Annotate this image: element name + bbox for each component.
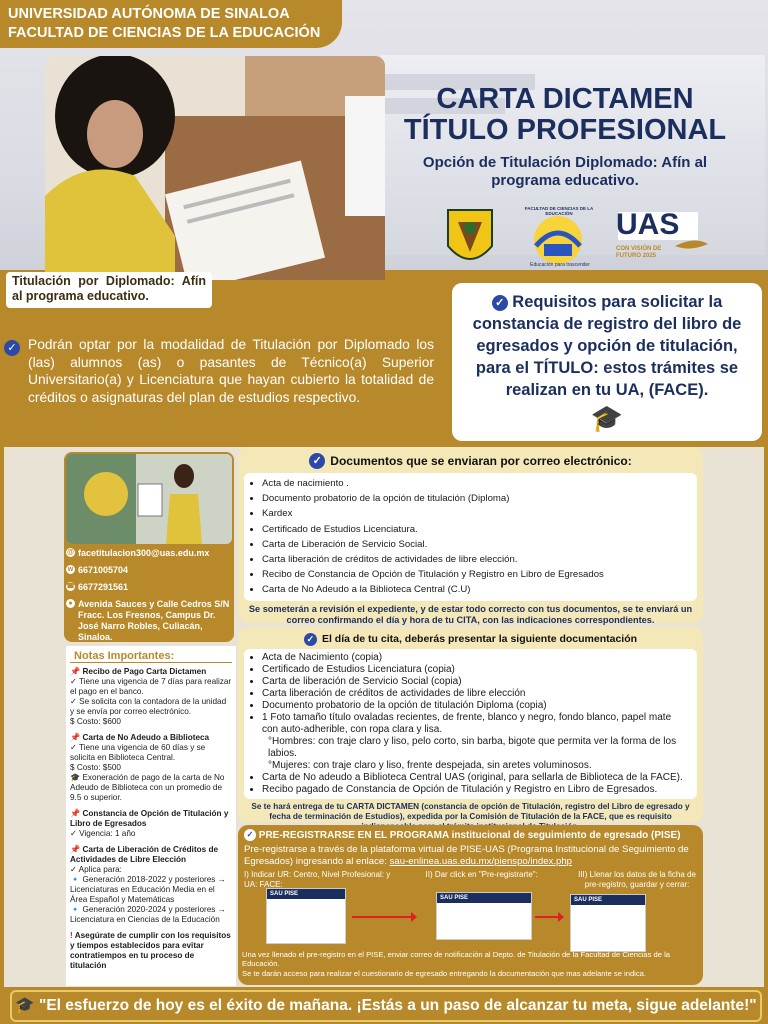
contact-email-row[interactable] [66, 548, 232, 559]
list-item: • Carta liberación de créditos de actividades de libre elección. [262, 552, 689, 567]
photo-requirement-men: °Hombres: con traje claro y liso, pelo corto, sin barba, bigote que permita ver la forma de los labios. [268, 736, 677, 759]
uas-shield-logo [448, 210, 492, 259]
pise-heading [244, 829, 697, 842]
intro-text: Podrán optar por la modalidad de Titulación por Diplomado los (las) alumnos (as) o pasantes de Técnico(a) Superior Universitario(a) y Licenciatura que hayan cubierto la totalidad de créditos o asignaturas del plan de estudios respectivo. [28, 337, 434, 405]
contact-address: Avenida Sauces y Calle Cedros S/N Fracc. Los Fresnos, Campus Dr. José Narro Robles, Culiacán, Sinaloa. [78, 599, 230, 642]
title-subtitle: Opción de Titulación Diplomado: Afín al programa educativo. [422, 154, 708, 189]
pise-screenshot-step-3 [570, 894, 646, 952]
hero-photo [45, 56, 385, 302]
note-liberacion-title: Carta de Liberación de Créditos de Actividades de Libre Elección [70, 845, 219, 864]
list-item: • Recibo pagado de Constancia de Opción de Titulación y Registro en Libro de Egresados. [262, 784, 689, 796]
email-icon: @ [67, 549, 74, 556]
email-documents-heading [244, 451, 697, 471]
pise-title: PRE-REGISTRARSE EN EL PROGRAMA institucional de seguimiento de egresado (PISE) [258, 830, 681, 841]
contact-info [66, 548, 232, 649]
note-adeudo-2: $ Costo: $500 [70, 763, 121, 772]
appointment-documents-title: El día de tu cita, deberás presentar la siguiente documentación [321, 633, 638, 645]
list-item: • Certificado de Estudios Licenciatura (copia) [262, 664, 689, 676]
note-constancia [70, 809, 232, 839]
note-pago [70, 667, 232, 727]
pise-description [244, 844, 697, 867]
note-constancia-1: ✓ Vigencia: 1 año [70, 829, 136, 838]
logos-row [440, 206, 710, 276]
email-documents-title: Documentos que se enviaran por correo electrónico: [330, 454, 632, 468]
appointment-documents-panel [238, 627, 703, 822]
email-documents-panel [238, 447, 703, 623]
requirements-label: Requisitos para solicitar la constancia de registro del libro de egresados y opción de titulación, para el TÍTULO: estos trámites se realizan en tu UA, (FACE). [472, 293, 742, 399]
pise-step-3: III) Llenar los datos de la ficha de pre-registro, guardar y cerrar: [578, 870, 696, 889]
pise-step-2: II) Dar click en "Pre-registrarte": [425, 870, 538, 879]
pise-footer [242, 950, 702, 978]
list-item: • Acta de Nacimiento (copia) [262, 652, 689, 664]
document-title [395, 84, 735, 190]
list-item: • Acta de nacimiento . [262, 476, 689, 491]
note-constancia-title: Constancia de Opción de Titulación y Libro de Egresados [70, 809, 229, 828]
arrow-right-icon [535, 916, 559, 918]
note-warning-text: Asegúrate de cumplir con los requisitos y tiempos establecidos para evitar contratiempos en tu proceso de titulación [70, 931, 231, 970]
email-documents-footer: Se someterán a revisión el expediente, y de estar todo correcto con tus documentos, se te enviará un correo confirmando el día y hora de tu CITA, con las indicaciones correspondientes. [248, 603, 693, 625]
graduation-cap-icon: 🎓 [15, 997, 35, 1014]
appointment-documents-heading [244, 631, 697, 647]
check-circle-icon: ✓ [304, 633, 317, 646]
note-pago-1: ✓ Tiene una vigencia de 7 días para realizar el pago en el banco. [70, 677, 232, 696]
note-warning [70, 931, 232, 971]
pushpin-icon: 📌 [70, 809, 81, 818]
note-pago-3: $ Costo: $600 [70, 717, 121, 726]
footer-quote: "El esfuerzo de hoy es el éxito de mañana. ¡Estás a un paso de alcanzar tu meta, sigue adelante!" [39, 997, 757, 1014]
list-item: • Carta de No Adeudo a la Biblioteca Central (C.U) [262, 582, 689, 597]
check-circle-icon: ✓ [309, 453, 325, 469]
note-liberacion-3: 🔹 Generación 2020-2024 y posteriores → Licenciatura en Ciencias de la Educación [70, 905, 226, 924]
pushpin-icon: 📌 [70, 667, 81, 676]
note-liberacion [70, 845, 232, 925]
list-item: • Recibo de Constancia de Opción de Titulación y Registro en Libro de Egresados [262, 567, 689, 582]
list-item: • Documento probatorio de la opción de titulación (Diploma) [262, 491, 689, 506]
pushpin-icon: 📌 [70, 733, 81, 742]
pise-screenshot-step-1 [266, 888, 346, 944]
title-line-1: CARTA DICTAMEN [436, 83, 694, 115]
intro-tab-label: Titulación por Diplomado: Afín al programa educativo. [6, 272, 212, 308]
photo-requirement-women: °Mujeres: con traje claro y liso, frente despejada, sin aretes voluminosos. [268, 760, 592, 771]
face-logo-text: FACULTAD DE CIENCIAS DE LA EDUCACIÓN [524, 206, 594, 216]
contact-address-row [66, 599, 232, 643]
list-item [262, 712, 689, 772]
appointment-documents-list [244, 649, 697, 799]
pise-shot-title: SAU PISE [571, 895, 645, 905]
note-adeudo-3: 🎓 Exoneración de pago de la carta de No Adeudo de Biblioteca con un promedio de 9.5 o superior. [70, 773, 225, 802]
list-item: • Carta de liberación de Servicio Social (copia) [262, 676, 689, 688]
pise-footer-1: Una vez llenado el pre-registro en el PISE, enviar correo de notificación al Depto. de Titulación de la Facultad de Ciencias de la Educación. [242, 950, 671, 969]
contact-whatsapp-row[interactable] [66, 565, 232, 576]
list-item: • Documento probatorio de la opción de titulación Diploma (copia) [262, 700, 689, 712]
whatsapp-icon: w [67, 566, 74, 573]
pise-screenshot-step-2 [436, 892, 532, 940]
note-adeudo-1: ✓ Tiene una vigencia de 60 días y se solicita en Biblioteca Central. [70, 743, 206, 762]
pise-shot-title: SAU PISE [267, 889, 345, 899]
appointment-documents-footer: Se te hará entrega de tu CARTA DICTAMEN (constancia de opción de Titulación, registro del Libro de egresado y fecha de terminación de Estudios), expedida por la Comisión de Titulación de la FACE, que es requisito [251, 802, 690, 821]
email-documents-list [244, 473, 697, 601]
list-item: • Carta de Liberación de Servicio Social. [262, 537, 689, 552]
note-pago-title: Recibo de Pago Carta Dictamen [82, 667, 207, 676]
photo-requirement: 1 Foto tamaño título ovaladas recientes, de frente, blanco y negro, fondo blanco, papel mate con auto-adherible, con ropa clara y lisa. [262, 712, 672, 735]
pise-shot-title: SAU PISE [437, 893, 531, 903]
contact-phone-row[interactable] [66, 582, 232, 593]
contact-whatsapp[interactable]: 6671005704 [78, 565, 129, 575]
title-line-2: TÍTULO PROFESIONAL [403, 114, 727, 146]
note-pago-2: ✓ Se solicita con la contadora de la unidad y se envía por correo electrónico. [70, 697, 227, 716]
phone-icon: ☎ [66, 583, 75, 590]
pise-link[interactable]: sau-enlinea.uas.edu.mx/pienspo/index.php [389, 855, 573, 867]
note-adeudo [70, 733, 232, 803]
note-liberacion-2: 🔹 Generación 2018-2022 y posteriores → Licenciaturas en Educación Media en el Área Español y Matemáticas [70, 875, 226, 904]
arrow-right-icon [352, 916, 412, 918]
important-notes [66, 646, 236, 986]
note-liberacion-1: ✓ Aplica para: [70, 865, 122, 874]
pushpin-icon: 📌 [70, 845, 81, 854]
notes-heading: Notas Importantes: [70, 650, 232, 663]
motivational-footer [10, 990, 762, 1022]
university-header [0, 0, 342, 48]
graduate-photo [66, 454, 232, 544]
pise-step-1: I) Indicar UR: Centro, Nivel Profesional: y UA: FACE: [244, 870, 391, 889]
note-adeudo-title: Carta de No Adeudo a Biblioteca [82, 733, 210, 742]
contact-phone[interactable]: 6677291561 [78, 582, 129, 592]
check-circle-icon: ✓ [244, 829, 256, 841]
faculty-name: FACULTAD DE CIENCIAS DE LA EDUCACIÓN [8, 25, 321, 41]
graduation-cap-icon: 🎓 [590, 403, 624, 433]
check-circle-icon: ✓ [492, 295, 508, 311]
hero-photo-illustration [45, 56, 385, 302]
contact-email[interactable]: facetitulacion300@uas.edu.mx [78, 548, 210, 558]
requirements-box [452, 283, 762, 441]
list-item: • Carta liberación de créditos de actividades de libre elección [262, 688, 689, 700]
location-pin-icon: ● [66, 599, 75, 608]
intro-body [4, 336, 434, 406]
pise-steps [244, 870, 697, 889]
exclamation-icon: ! [70, 931, 73, 940]
check-circle-icon: ✓ [4, 340, 20, 356]
graduate-photo-illustration [66, 454, 232, 544]
pise-footer-2: Se te darán acceso para realizar el cuestionario de egresado entregando la documentación que mas adelante se indica. [242, 968, 646, 978]
list-item: • Kardex [262, 506, 689, 521]
pise-desc-text: Pre-registrarse a través de la plataforma virtual de PISE-UAS (Programa Institucional de Seguimiento de Egresados) ingresando al enlace: [244, 844, 689, 867]
university-name: UNIVERSIDAD AUTÓNOMA DE SINALOA [8, 6, 290, 22]
face-tagline: Educación para trascender [530, 262, 590, 268]
list-item: • Carta de No adeudo a Biblioteca Central UAS (original, para sellarla de Biblioteca de la FACE). [262, 772, 689, 784]
uas-wordmark: UAS [616, 208, 680, 241]
list-item: • Certificado de Estudios Licenciatura. [262, 522, 689, 537]
uas-tagline: CON VISIÓN DE FUTURO 2025 [616, 246, 662, 259]
face-logo [534, 216, 582, 264]
requirements-text [458, 291, 756, 401]
